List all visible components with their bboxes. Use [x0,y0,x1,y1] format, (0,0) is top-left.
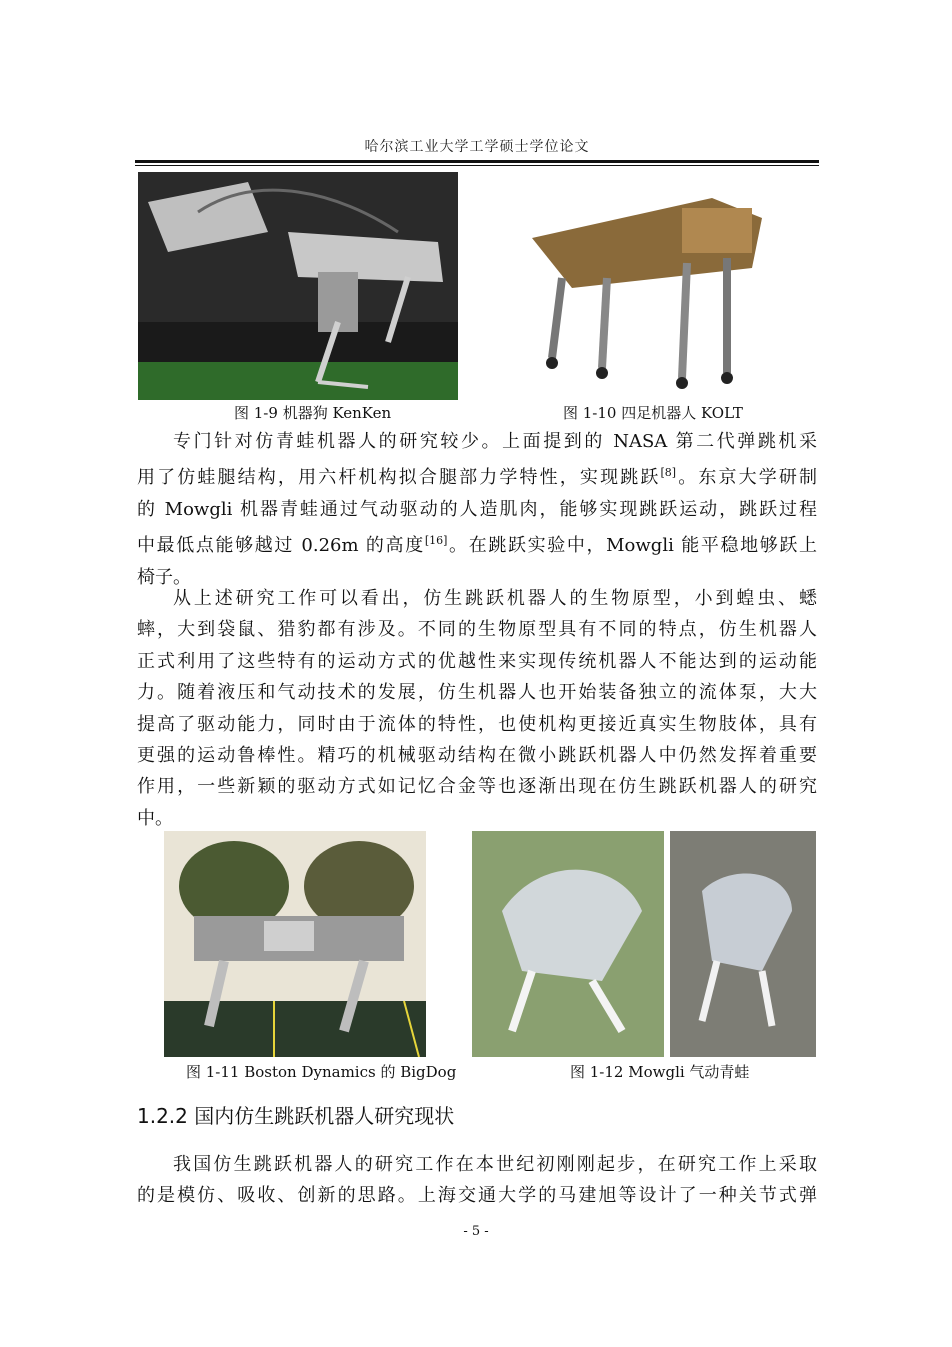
paragraph-domestic-research [137,1149,817,1212]
paragraph-summary [137,583,817,834]
paragraph-line: 中。 [137,807,173,829]
figure-kolt-image [512,178,768,400]
figure-kenken-image [138,172,458,400]
header-rule-thick [135,160,819,163]
paragraph-line: 用了仿蛙腿结构，用六杆机构拟合腿部力学特性，实现跳跃[8]。东京大学研制 [137,466,817,489]
paragraph-line: 力。随着液压和气动技术的发展，仿生机器人也开始装备独立的流体泵，大大 [137,682,817,704]
paragraph-line: 的是模仿、吸收、创新的思路。上海交通大学的马建旭等设计了一种关节式弹 [137,1185,817,1207]
figure-1-12-caption: 图 1-12 Mowgli 气动青蛙 [570,1063,750,1081]
paragraph-line: 的 Mowgli 机器青蛙通过气动驱动的人造肌肉，能够实现跳跃运动，跳跃过程 [137,498,817,520]
page-number: - 5 - [463,1224,489,1239]
figure-1-11-caption: 图 1-11 Boston Dynamics 的 BigDog [186,1063,457,1081]
figure-1-9-caption: 图 1-9 机器狗 KenKen [234,404,392,422]
running-header: 哈尔滨工业大学工学硕士学位论文 [364,139,590,155]
paragraph-line: 中最低点能够越过 0.26m 的高度[16]。在跳跃实验中，Mowgli 能平稳地够跃上 [137,534,817,557]
paragraph-frog-research [137,426,817,593]
paragraph-line: 更强的运动鲁棒性。精巧的机械驱动结构在微小跳跃机器人中仍然发挥着重要 [137,745,817,767]
citation-8: [8] [660,466,677,480]
figure-bigdog-image [164,831,426,1057]
paragraph-line: 我国仿生跳跃机器人的研究工作在本世纪初刚刚起步，在研究工作上采取 [173,1154,817,1175]
figure-mowgli-image [472,831,816,1057]
paragraph-line: 正式利用了这些特有的运动方式的优越性来实现传统机器人不能达到的运动能 [137,650,817,672]
paragraph-line: 提高了驱动能力，同时由于流体的特性，也使机构更接近真实生物肢体，具有 [137,713,817,735]
paragraph-line: 从上述研究工作可以看出，仿生跳跃机器人的生物原型，小到蝗虫、蟋 [173,588,817,609]
section-heading: 1.2.2 国内仿生跳跃机器人研究现状 [137,1104,455,1128]
paragraph-line: 椅子。 [137,566,191,588]
header-rule-thin [135,165,819,166]
citation-16: [16] [424,534,448,548]
paragraph-line: 蟀，大到袋鼠、猎豹都有涉及。不同的生物原型具有不同的特点，仿生机器人 [137,619,817,641]
figure-1-10-caption: 图 1-10 四足机器人 KOLT [563,404,743,422]
paragraph-line: 作用，一些新颖的驱动方式如记忆合金等也逐渐出现在仿生跳跃机器人的研究 [137,776,817,798]
paragraph-line: 专门针对仿青蛙机器人的研究较少。上面提到的 NASA 第二代弹跳机采 [173,431,817,452]
